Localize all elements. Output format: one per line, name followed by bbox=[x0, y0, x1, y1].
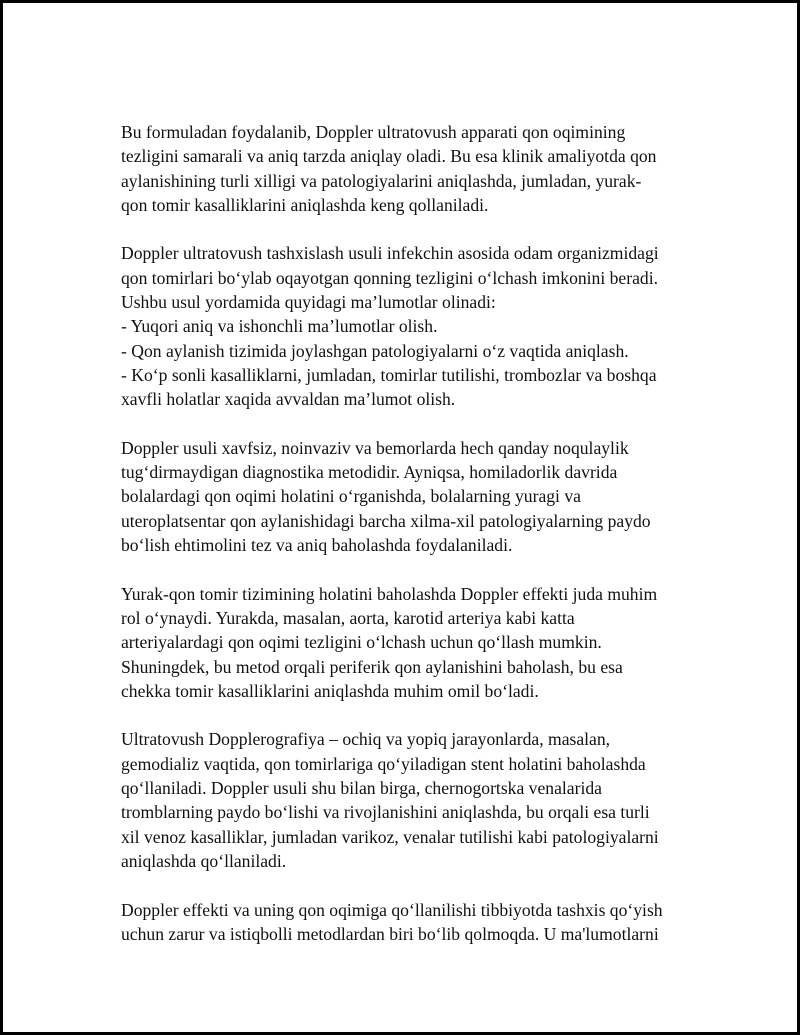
text-line: xil venoz kasalliklar, jumladan varikoz, venalar tutilishi kabi patologiyalarni bbox=[121, 826, 659, 847]
text-line: uteroplatsentar qon aylanishidagi barcha xilma-xil patologiyalarning paydo bbox=[121, 510, 651, 531]
text-line: Doppler effekti va uning qon oqimiga qo‘llanilishi tibbiyotda tashxis qo‘yish bbox=[121, 899, 663, 920]
list-item: - Qon aylanish tizimida joylashgan patologiyalarni o‘z vaqtida aniqlash. bbox=[121, 340, 629, 361]
text-line: bo‘lish ehtimolini tez va aniq baholashda foydalaniladi. bbox=[121, 535, 513, 556]
text-line: tromblarning paydo bo‘lishi va rivojlanishini aniqlashda, bu orqali esa turli bbox=[121, 802, 650, 823]
paragraph-1 bbox=[121, 120, 693, 217]
text-line: aniqlashda qo‘llaniladi. bbox=[121, 850, 287, 871]
text-line: rol o‘ynaydi. Yurakda, masalan, aorta, karotid arteriya kabi katta bbox=[121, 607, 575, 628]
text-line: Shuningdek, bu metod orqali periferik qon aylanishini baholash, bu esa bbox=[121, 656, 623, 677]
paragraph-5 bbox=[121, 727, 693, 873]
text-line: gemodializ vaqtida, qon tomirlariga qo‘yiladigan stent holatini baholashda bbox=[121, 753, 646, 774]
text-line: Doppler ultratovush tashxislash usuli infekchin asosida odam organizmidagi bbox=[121, 243, 659, 264]
text-line: uchun zarur va istiqbolli metodlardan biri bo‘lib qolmoqda. U ma'lumotlarni bbox=[121, 923, 659, 944]
paragraph-4 bbox=[121, 582, 693, 703]
text-line: tug‘dirmaydigan diagnostika metodidir. Ayniqsa, homiladorlik davrida bbox=[121, 462, 618, 483]
text-line: Bu formuladan foydalanib, Doppler ultratovush apparati qon oqimining bbox=[121, 122, 626, 142]
text-line: chekka tomir kasalliklarini aniqlashda muhim omil bo‘ladi. bbox=[121, 680, 539, 701]
paragraph-2 bbox=[121, 241, 693, 411]
document-body bbox=[121, 120, 693, 970]
list-item: - Yuqori aniq va ishonchli ma’lumotlar olish. bbox=[121, 316, 438, 337]
text-line: arteriyalardagi qon oqimi tezligini o‘lchash uchun qo‘llash mumkin. bbox=[121, 632, 602, 653]
text-line: qo‘llaniladi. Doppler usuli shu bilan birga, chernogortska venalarida bbox=[121, 778, 602, 799]
paragraph-3 bbox=[121, 436, 693, 557]
list-item: - Ko‘p sonli kasalliklarni, jumladan, tomirlar tutilishi, trombozlar va boshqa bbox=[121, 364, 657, 385]
text-line: xavfli holatlar xaqida avvaldan ma’lumot olish. bbox=[121, 389, 456, 410]
text-line: Ultratovush Dopplerografiya – ochiq va yopiq jarayonlarda, masalan, bbox=[121, 729, 611, 750]
paragraph-6 bbox=[121, 898, 693, 947]
text-line: aylanishining turli xilligi va patologiyalarini aniqlashda, jumladan, yurak- bbox=[121, 170, 642, 191]
text-line: qon tomir kasalliklarini aniqlashda keng qollaniladi. bbox=[121, 194, 489, 215]
text-line: tezligini samarali va aniq tarzda aniqlay oladi. Bu esa klinik amaliyotda qon bbox=[121, 146, 657, 167]
text-line: Doppler usuli xavfsiz, noinvaziv va bemorlarda hech qanday noqulaylik bbox=[121, 437, 629, 458]
text-line: Yurak-qon tomir tizimining holatini baholashda Doppler effekti juda muhim bbox=[121, 583, 658, 604]
text-line: qon tomirlari bo‘ylab oqayotgan qonning tezligini o‘lchash imkonini beradi. bbox=[121, 267, 658, 288]
text-line: bolalardagi qon oqimi holatini o‘rganishda, bolalarning yuragi va bbox=[121, 486, 581, 507]
text-line: Ushbu usul yordamida quyidagi ma’lumotlar olinadi: bbox=[121, 292, 496, 313]
